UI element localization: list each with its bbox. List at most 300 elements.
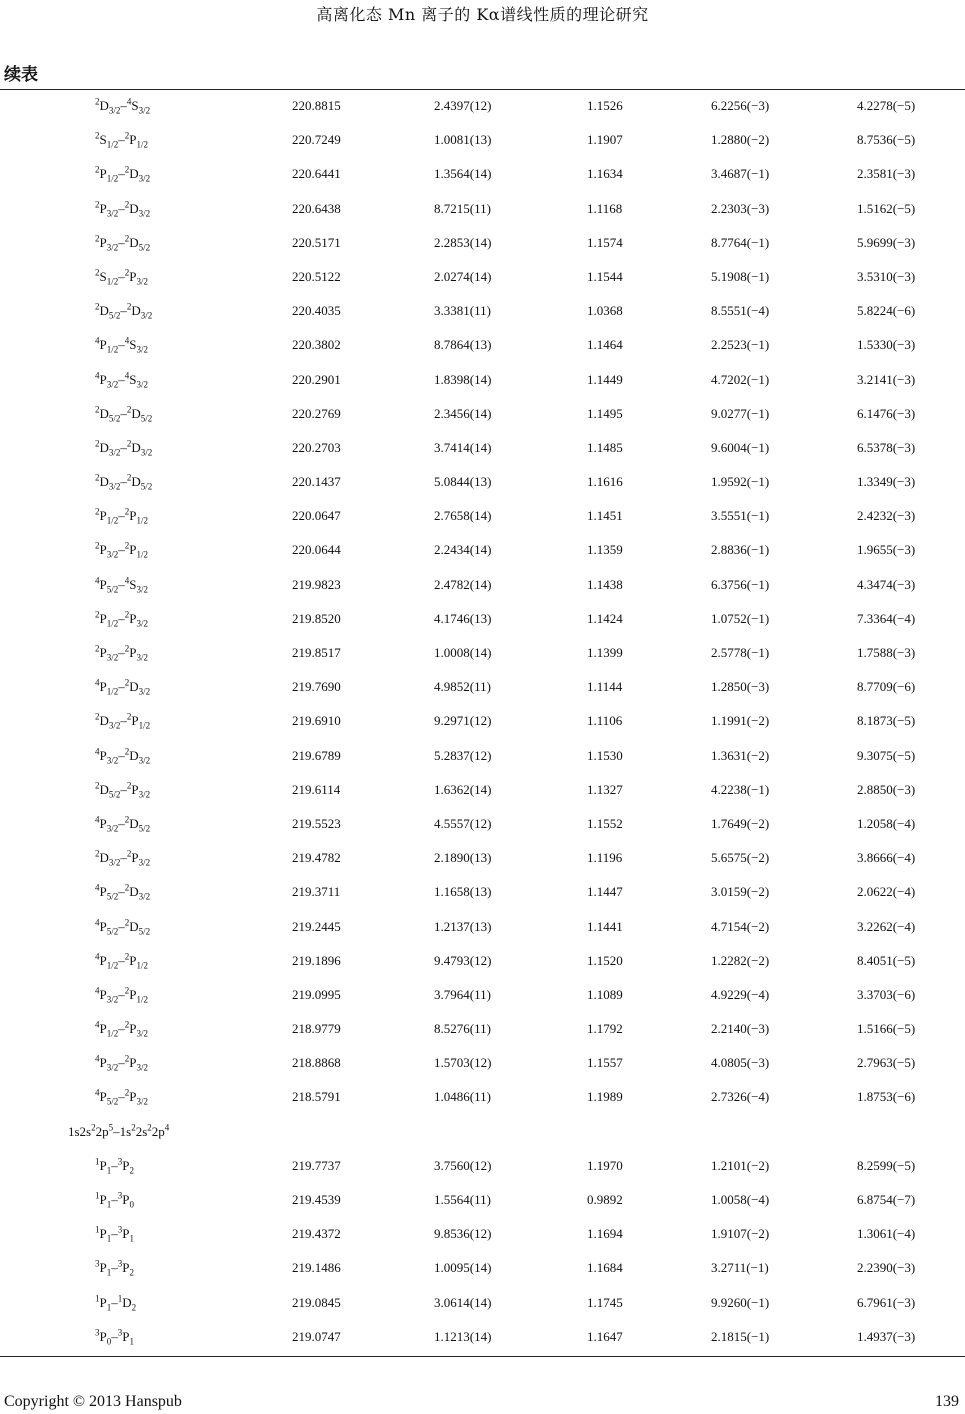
transition-term: $^2D_{3/2}-^2P_{3/2}$ bbox=[95, 848, 151, 868]
ratio-cell: 1.1526 bbox=[587, 98, 623, 113]
multiplicity: 4 bbox=[126, 96, 132, 107]
energy-cell: 220.3802 bbox=[292, 337, 341, 353]
gf-cell: 2.7326(−4) bbox=[711, 1089, 770, 1105]
gf-cell: 6.2256(−3) bbox=[711, 98, 770, 113]
transition-term: $^2P_{3/2}-^2P_{1/2}$ bbox=[95, 541, 148, 561]
transition-term: $^2D_{3/2}-^2D_{5/2}$ bbox=[95, 472, 153, 492]
transition-term: $^4P_{1/2}-^4S_{3/2}$ bbox=[95, 335, 148, 355]
strength-cell: 2.7963(−5) bbox=[857, 1055, 916, 1071]
j-value: 1/2 bbox=[136, 550, 148, 561]
strength-cell: 3.2262(−4) bbox=[857, 918, 916, 934]
table-row bbox=[0, 364, 965, 398]
multiplicity: 2 bbox=[124, 233, 130, 244]
multiplicity: 3 bbox=[117, 1224, 123, 1235]
multiplicity: 2 bbox=[95, 712, 100, 723]
energy-cell: 219.7737 bbox=[292, 1157, 341, 1173]
gf-cell: 9.0277(−1) bbox=[711, 405, 770, 421]
energy-cell: 218.5791 bbox=[292, 1089, 341, 1105]
j-value: 1/2 bbox=[106, 139, 119, 150]
strength-cell: 3.5310(−3) bbox=[857, 268, 916, 284]
ratio-cell: 1.1616 bbox=[587, 474, 623, 490]
j-value: 1/2 bbox=[106, 618, 119, 629]
j-value: 3/2 bbox=[106, 379, 119, 390]
ratio-cell: 1.1449 bbox=[587, 371, 623, 387]
ratio-cell: 1.1907 bbox=[587, 132, 623, 148]
multiplicity: 2 bbox=[95, 165, 100, 176]
ratio-cell: 1.1447 bbox=[587, 884, 623, 900]
rate-cell: 5.0844(13) bbox=[434, 474, 492, 490]
multiplicity: 2 bbox=[124, 130, 130, 141]
strength-cell: 1.8753(−6) bbox=[857, 1089, 916, 1105]
energy-cell: 220.0644 bbox=[292, 542, 341, 558]
table-row bbox=[0, 1218, 965, 1252]
transition-term: $^2S_{1/2}-^2P_{3/2}$ bbox=[95, 267, 148, 287]
table-row bbox=[0, 466, 965, 500]
j-value: 5/2 bbox=[108, 413, 121, 424]
rate-cell: 9.8536(12) bbox=[434, 1226, 492, 1242]
table-row bbox=[0, 500, 965, 534]
j-value: 3/2 bbox=[136, 618, 148, 629]
rate-cell: 9.2971(12) bbox=[434, 713, 492, 729]
multiplicity: 2 bbox=[124, 609, 130, 620]
strength-cell: 1.5166(−5) bbox=[857, 1021, 916, 1037]
j-value: 3/2 bbox=[106, 242, 119, 253]
multiplicity: 2 bbox=[124, 541, 130, 552]
rate-cell: 8.7215(11) bbox=[434, 200, 491, 216]
table-row bbox=[0, 1013, 965, 1047]
multiplicity: 2 bbox=[124, 506, 130, 517]
strength-cell: 9.3075(−5) bbox=[857, 747, 916, 763]
table-row bbox=[0, 1047, 965, 1081]
transition-term: $^4P_{5/2}-^4S_{3/2}$ bbox=[95, 575, 148, 595]
energy-cell: 220.1437 bbox=[292, 474, 341, 490]
table-row bbox=[0, 569, 965, 603]
energy-cell: 219.3711 bbox=[292, 884, 341, 900]
rate-cell: 1.5564(11) bbox=[434, 1192, 491, 1207]
energy-cell: 219.0845 bbox=[292, 1294, 341, 1310]
gf-cell: 4.7154(−2) bbox=[711, 918, 770, 934]
energy-cell: 218.9779 bbox=[292, 1021, 341, 1037]
rate-cell: 1.6362(14) bbox=[434, 781, 492, 797]
j-value: 3/2 bbox=[140, 310, 153, 321]
rate-cell: 3.3381(11) bbox=[434, 303, 491, 319]
table-row bbox=[0, 1081, 965, 1115]
strength-cell: 2.4232(−3) bbox=[857, 508, 916, 524]
strength-cell: 8.1873(−5) bbox=[857, 713, 916, 729]
multiplicity: 2 bbox=[95, 301, 100, 312]
energy-cell: 219.9823 bbox=[292, 576, 341, 592]
gf-cell: 1.0752(−1) bbox=[711, 610, 770, 626]
ratio-cell: 1.1745 bbox=[587, 1294, 623, 1310]
strength-cell: 1.3061(−4) bbox=[857, 1226, 916, 1242]
j-value: 5/2 bbox=[138, 242, 151, 253]
gf-cell: 1.0058(−4) bbox=[711, 1192, 770, 1207]
table-row bbox=[0, 740, 965, 774]
multiplicity: 2 bbox=[95, 506, 100, 517]
ratio-cell: 1.1424 bbox=[587, 610, 623, 626]
ratio-cell: 1.1557 bbox=[587, 1055, 623, 1071]
multiplicity: 3 bbox=[95, 1259, 100, 1270]
gf-cell: 4.2238(−1) bbox=[711, 781, 770, 797]
ratio-cell: 1.1495 bbox=[587, 405, 623, 421]
gf-cell: 1.3631(−2) bbox=[711, 747, 770, 763]
energy-cell: 220.2703 bbox=[292, 439, 341, 455]
energy-cell: 219.6910 bbox=[292, 713, 341, 729]
j-value: 3/2 bbox=[106, 208, 119, 219]
rate-cell: 2.7658(14) bbox=[434, 508, 492, 524]
j-value: 3/2 bbox=[108, 481, 121, 492]
j-value: 5/2 bbox=[108, 310, 121, 321]
ratio-cell: 1.1451 bbox=[587, 508, 623, 524]
data-table bbox=[0, 90, 965, 1355]
j-value: 3/2 bbox=[106, 755, 119, 766]
multiplicity: 4 bbox=[95, 814, 100, 825]
ratio-cell: 1.1441 bbox=[587, 918, 623, 934]
j-value: 1/2 bbox=[106, 686, 119, 697]
j-value: 3/2 bbox=[138, 789, 151, 800]
transition-term: $^2P_{1/2}-^2P_{3/2}$ bbox=[95, 609, 148, 629]
transition-term: $^4P_{3/2}-^4S_{3/2}$ bbox=[95, 370, 148, 390]
gf-cell: 4.7202(−1) bbox=[711, 371, 770, 387]
rate-cell: 1.3564(14) bbox=[434, 166, 492, 182]
ratio-cell: 1.1520 bbox=[587, 952, 623, 968]
rate-cell: 2.0274(14) bbox=[434, 268, 492, 284]
rate-cell: 4.5557(12) bbox=[434, 815, 492, 831]
multiplicity: 2 bbox=[126, 472, 132, 483]
rate-cell: 2.1890(13) bbox=[434, 850, 492, 866]
config-row bbox=[0, 1116, 965, 1150]
transition-term: $^1P_1-^1D_2$ bbox=[95, 1293, 137, 1313]
energy-cell: 220.5122 bbox=[292, 268, 341, 284]
table-row bbox=[0, 1150, 965, 1184]
j-value: 3/2 bbox=[136, 1062, 148, 1073]
multiplicity: 4 bbox=[95, 1088, 100, 1099]
energy-cell: 219.1896 bbox=[292, 952, 341, 968]
multiplicity: 2 bbox=[126, 780, 132, 791]
strength-cell: 1.4937(−3) bbox=[857, 1328, 916, 1344]
table-row bbox=[0, 227, 965, 261]
j-value: 2 bbox=[129, 1267, 134, 1278]
energy-cell: 219.6114 bbox=[292, 781, 341, 797]
rate-cell: 1.8398(14) bbox=[434, 371, 492, 387]
gf-cell: 1.2101(−2) bbox=[711, 1157, 770, 1173]
strength-cell: 3.2141(−3) bbox=[857, 371, 916, 387]
table-row bbox=[0, 842, 965, 876]
energy-cell: 219.7690 bbox=[292, 679, 341, 695]
table-row bbox=[0, 90, 965, 124]
table-row bbox=[0, 1252, 965, 1286]
table-row bbox=[0, 808, 965, 842]
table-row bbox=[0, 1321, 965, 1355]
ratio-cell: 1.1684 bbox=[587, 1260, 623, 1276]
strength-cell: 8.4051(−5) bbox=[857, 952, 916, 968]
gf-cell: 8.5551(−4) bbox=[711, 303, 770, 319]
multiplicity: 2 bbox=[124, 985, 130, 996]
config-label: $1s2s^22p^5-1s^22s^22p^4$ bbox=[68, 1122, 170, 1139]
multiplicity: 2 bbox=[95, 609, 100, 620]
strength-cell: 8.7709(−6) bbox=[857, 679, 916, 695]
j-value: 3/2 bbox=[138, 857, 151, 868]
j-value: 1/2 bbox=[106, 515, 119, 526]
ratio-cell: 1.1970 bbox=[587, 1157, 623, 1173]
transition-term: $^4P_{1/2}-^2P_{3/2}$ bbox=[95, 1019, 148, 1039]
transition-term: $^1P_1-^3P_0$ bbox=[95, 1190, 134, 1210]
j-value: 3/2 bbox=[138, 105, 151, 116]
j-value: 3/2 bbox=[108, 447, 121, 458]
j-value: 3/2 bbox=[136, 379, 148, 390]
ratio-cell: 1.1552 bbox=[587, 815, 623, 831]
transition-term: $^2S_{1/2}-^2P_{1/2}$ bbox=[95, 130, 148, 150]
j-value: 0 bbox=[129, 1199, 134, 1210]
multiplicity: 2 bbox=[95, 267, 100, 278]
strength-cell: 6.1476(−3) bbox=[857, 405, 916, 421]
gf-cell: 3.2711(−1) bbox=[711, 1260, 769, 1276]
j-value: 3/2 bbox=[138, 891, 151, 902]
rate-cell: 3.0614(14) bbox=[434, 1294, 492, 1310]
energy-cell: 220.0647 bbox=[292, 508, 341, 524]
table-row bbox=[0, 158, 965, 192]
j-value: 1/2 bbox=[106, 344, 119, 355]
strength-cell: 2.8850(−3) bbox=[857, 781, 916, 797]
energy-cell: 219.1486 bbox=[292, 1260, 341, 1276]
strength-cell: 2.0622(−4) bbox=[857, 884, 916, 900]
strength-cell: 4.3474(−3) bbox=[857, 576, 916, 592]
rate-cell: 4.1746(13) bbox=[434, 610, 492, 626]
multiplicity: 4 bbox=[124, 370, 130, 381]
transition-term: $^2D_{3/2}-^4S_{3/2}$ bbox=[95, 96, 151, 116]
j-value: 5/2 bbox=[106, 891, 119, 902]
strength-cell: 3.3703(−6) bbox=[857, 986, 916, 1002]
j-value: 1 bbox=[129, 1233, 134, 1244]
table-row bbox=[0, 398, 965, 432]
ratio-cell: 1.1530 bbox=[587, 747, 623, 763]
multiplicity: 2 bbox=[126, 848, 132, 859]
transition-term: $^4P_{3/2}-^2P_{1/2}$ bbox=[95, 985, 148, 1005]
rate-cell: 8.5276(11) bbox=[434, 1021, 491, 1037]
transition-term: $^4P_{1/2}-^2P_{1/2}$ bbox=[95, 951, 148, 971]
multiplicity: 2 bbox=[126, 301, 132, 312]
multiplicity: 2 bbox=[95, 848, 100, 859]
j-value: 3/2 bbox=[136, 1097, 148, 1108]
gf-cell: 5.6575(−2) bbox=[711, 850, 770, 866]
strength-cell: 2.2390(−3) bbox=[857, 1260, 916, 1276]
multiplicity: 1 bbox=[95, 1156, 100, 1167]
multiplicity: 3 bbox=[95, 1327, 100, 1338]
energy-cell: 220.6438 bbox=[292, 200, 341, 216]
ratio-cell: 1.1574 bbox=[587, 234, 623, 250]
multiplicity: 2 bbox=[124, 643, 130, 654]
ratio-cell: 1.1464 bbox=[587, 337, 623, 353]
ratio-cell: 1.1485 bbox=[587, 439, 623, 455]
gf-cell: 1.2282(−2) bbox=[711, 952, 770, 968]
multiplicity: 1 bbox=[95, 1293, 100, 1304]
transition-term: $^2P_{1/2}-^2P_{1/2}$ bbox=[95, 506, 148, 526]
j-value: 1 bbox=[129, 1336, 134, 1347]
gf-cell: 2.2523(−1) bbox=[711, 337, 770, 353]
rate-cell: 1.1658(13) bbox=[434, 884, 492, 900]
j-value: 1 bbox=[106, 1267, 112, 1278]
j-value: 5/2 bbox=[138, 926, 151, 937]
table-row bbox=[0, 945, 965, 979]
j-value: 5/2 bbox=[140, 481, 153, 492]
ratio-cell: 1.1634 bbox=[587, 166, 623, 182]
ratio-cell: 1.1792 bbox=[587, 1021, 623, 1037]
strength-cell: 4.2278(−5) bbox=[857, 98, 916, 113]
multiplicity: 2 bbox=[95, 643, 100, 654]
strength-cell: 1.5162(−5) bbox=[857, 200, 916, 216]
transition-term: $^2P_{3/2}-^2D_{5/2}$ bbox=[95, 233, 151, 253]
ratio-cell: 0.9892 bbox=[587, 1192, 623, 1207]
transition-term: $^3P_1-^3P_2$ bbox=[95, 1259, 134, 1278]
gf-cell: 3.5551(−1) bbox=[711, 508, 770, 524]
ratio-cell: 1.1168 bbox=[587, 200, 623, 216]
gf-cell: 3.4687(−1) bbox=[711, 166, 770, 182]
multiplicity: 2 bbox=[124, 746, 130, 757]
multiplicity: 2 bbox=[124, 814, 130, 825]
j-value: 3/2 bbox=[106, 652, 119, 663]
multiplicity: 2 bbox=[124, 199, 130, 210]
multiplicity: 2 bbox=[95, 96, 100, 107]
j-value: 1/2 bbox=[106, 960, 119, 971]
energy-cell: 220.2769 bbox=[292, 405, 341, 421]
strength-cell: 6.7961(−3) bbox=[857, 1294, 916, 1310]
multiplicity: 1 bbox=[117, 1293, 123, 1304]
energy-cell: 220.4035 bbox=[292, 303, 341, 319]
multiplicity: 2 bbox=[124, 882, 130, 893]
gf-cell: 2.8836(−1) bbox=[711, 542, 770, 558]
rate-cell: 5.2837(12) bbox=[434, 747, 492, 763]
gf-cell: 2.1815(−1) bbox=[711, 1328, 770, 1344]
rate-cell: 1.0486(11) bbox=[434, 1089, 491, 1105]
j-value: 1/2 bbox=[138, 720, 151, 731]
table-row bbox=[0, 911, 965, 945]
multiplicity: 2 bbox=[124, 917, 130, 928]
multiplicity: 4 bbox=[95, 985, 100, 996]
table-row bbox=[0, 261, 965, 295]
strength-cell: 3.8666(−4) bbox=[857, 850, 916, 866]
multiplicity: 2 bbox=[95, 233, 100, 244]
multiplicity: 2 bbox=[124, 1088, 130, 1099]
multiplicity: 2 bbox=[126, 712, 132, 723]
strength-cell: 1.2058(−4) bbox=[857, 815, 916, 831]
transition-term: $^2P_{3/2}-^2D_{3/2}$ bbox=[95, 199, 151, 219]
rate-cell: 1.2137(13) bbox=[434, 918, 492, 934]
gf-cell: 1.7649(−2) bbox=[711, 815, 770, 831]
energy-cell: 219.4539 bbox=[292, 1192, 341, 1207]
j-value: 3/2 bbox=[108, 857, 121, 868]
transition-term: $^1P_1-^3P_2$ bbox=[95, 1156, 134, 1176]
energy-cell: 220.8815 bbox=[292, 98, 341, 113]
strength-cell: 8.7536(−5) bbox=[857, 132, 916, 148]
strength-cell: 7.3364(−4) bbox=[857, 610, 916, 626]
gf-cell: 6.3756(−1) bbox=[711, 576, 770, 592]
ratio-cell: 1.1327 bbox=[587, 781, 623, 797]
gf-cell: 3.0159(−2) bbox=[711, 884, 770, 900]
energy-cell: 220.2901 bbox=[292, 371, 341, 387]
multiplicity: 2 bbox=[126, 404, 132, 415]
rate-cell: 1.0008(14) bbox=[434, 645, 492, 660]
multiplicity: 4 bbox=[95, 917, 100, 928]
ratio-cell: 1.1089 bbox=[587, 986, 623, 1002]
table-row bbox=[0, 193, 965, 227]
j-value: 1/2 bbox=[106, 276, 119, 287]
multiplicity: 2 bbox=[95, 404, 100, 415]
j-value: 2 bbox=[129, 1165, 134, 1176]
transition-term: $^1P_1-^3P_1$ bbox=[95, 1224, 134, 1244]
multiplicity: 2 bbox=[95, 130, 100, 141]
rate-cell: 1.0081(13) bbox=[434, 132, 492, 148]
ratio-cell: 1.1106 bbox=[587, 713, 623, 729]
gf-cell: 2.2140(−3) bbox=[711, 1021, 770, 1037]
gf-cell: 4.0805(−3) bbox=[711, 1055, 770, 1071]
multiplicity: 4 bbox=[95, 951, 100, 962]
gf-cell: 9.9260(−1) bbox=[711, 1294, 770, 1310]
j-value: 5/2 bbox=[106, 926, 119, 937]
multiplicity: 4 bbox=[95, 677, 100, 688]
gf-cell: 5.1908(−1) bbox=[711, 268, 770, 284]
transition-term: $^2D_{3/2}-^2D_{3/2}$ bbox=[95, 438, 153, 458]
table-row bbox=[0, 329, 965, 363]
strength-cell: 8.2599(−5) bbox=[857, 1157, 916, 1173]
transition-term: $^4P_{3/2}-^2D_{3/2}$ bbox=[95, 746, 151, 766]
multiplicity: 4 bbox=[95, 746, 100, 757]
multiplicity: 4 bbox=[95, 1053, 100, 1064]
energy-cell: 219.2445 bbox=[292, 918, 341, 934]
table-row bbox=[0, 1287, 965, 1321]
energy-cell: 220.6441 bbox=[292, 166, 341, 182]
multiplicity: 3 bbox=[117, 1156, 123, 1167]
j-value: 5/2 bbox=[108, 789, 121, 800]
j-value: 3/2 bbox=[138, 686, 151, 697]
table-row bbox=[0, 432, 965, 466]
j-value: 3/2 bbox=[136, 276, 148, 287]
ratio-cell: 1.1196 bbox=[587, 850, 623, 866]
running-head-title: 高离化态 Mn 离子的 Kα谱线性质的理论研究 bbox=[316, 5, 649, 24]
multiplicity: 4 bbox=[95, 575, 100, 586]
table-row bbox=[0, 534, 965, 568]
table-bottom-rule bbox=[0, 1356, 965, 1357]
j-value: 3/2 bbox=[136, 652, 148, 663]
j-value: 0 bbox=[106, 1336, 112, 1347]
multiplicity: 2 bbox=[95, 541, 100, 552]
multiplicity: 2 bbox=[124, 1053, 130, 1064]
transition-term: $^4P_{5/2}-^2D_{3/2}$ bbox=[95, 882, 151, 902]
rate-cell: 4.9852(11) bbox=[434, 679, 491, 695]
strength-cell: 6.5378(−3) bbox=[857, 439, 916, 455]
footer-page-number: 139 bbox=[935, 1393, 959, 1410]
table-row bbox=[0, 671, 965, 705]
multiplicity: 4 bbox=[95, 1019, 100, 1030]
j-value: 3/2 bbox=[108, 720, 121, 731]
ratio-cell: 1.0368 bbox=[587, 303, 623, 319]
rate-cell: 1.0095(14) bbox=[434, 1260, 492, 1276]
ratio-cell: 1.1544 bbox=[587, 268, 623, 284]
energy-cell: 219.8520 bbox=[292, 610, 341, 626]
table-row bbox=[0, 979, 965, 1013]
multiplicity: 2 bbox=[95, 472, 100, 483]
gf-cell: 2.2303(−3) bbox=[711, 200, 770, 216]
ratio-cell: 1.1989 bbox=[587, 1089, 623, 1105]
energy-cell: 219.4372 bbox=[292, 1226, 341, 1242]
strength-cell: 5.9699(−3) bbox=[857, 234, 916, 250]
j-value: 5/2 bbox=[106, 584, 119, 595]
gf-cell: 1.1991(−2) bbox=[711, 713, 770, 729]
transition-term: $^2D_{3/2}-^2P_{1/2}$ bbox=[95, 712, 151, 731]
j-value: 3/2 bbox=[138, 173, 151, 184]
j-value: 1 bbox=[106, 1199, 112, 1210]
energy-cell: 219.8517 bbox=[292, 645, 341, 660]
gf-cell: 1.2850(−3) bbox=[711, 679, 770, 695]
